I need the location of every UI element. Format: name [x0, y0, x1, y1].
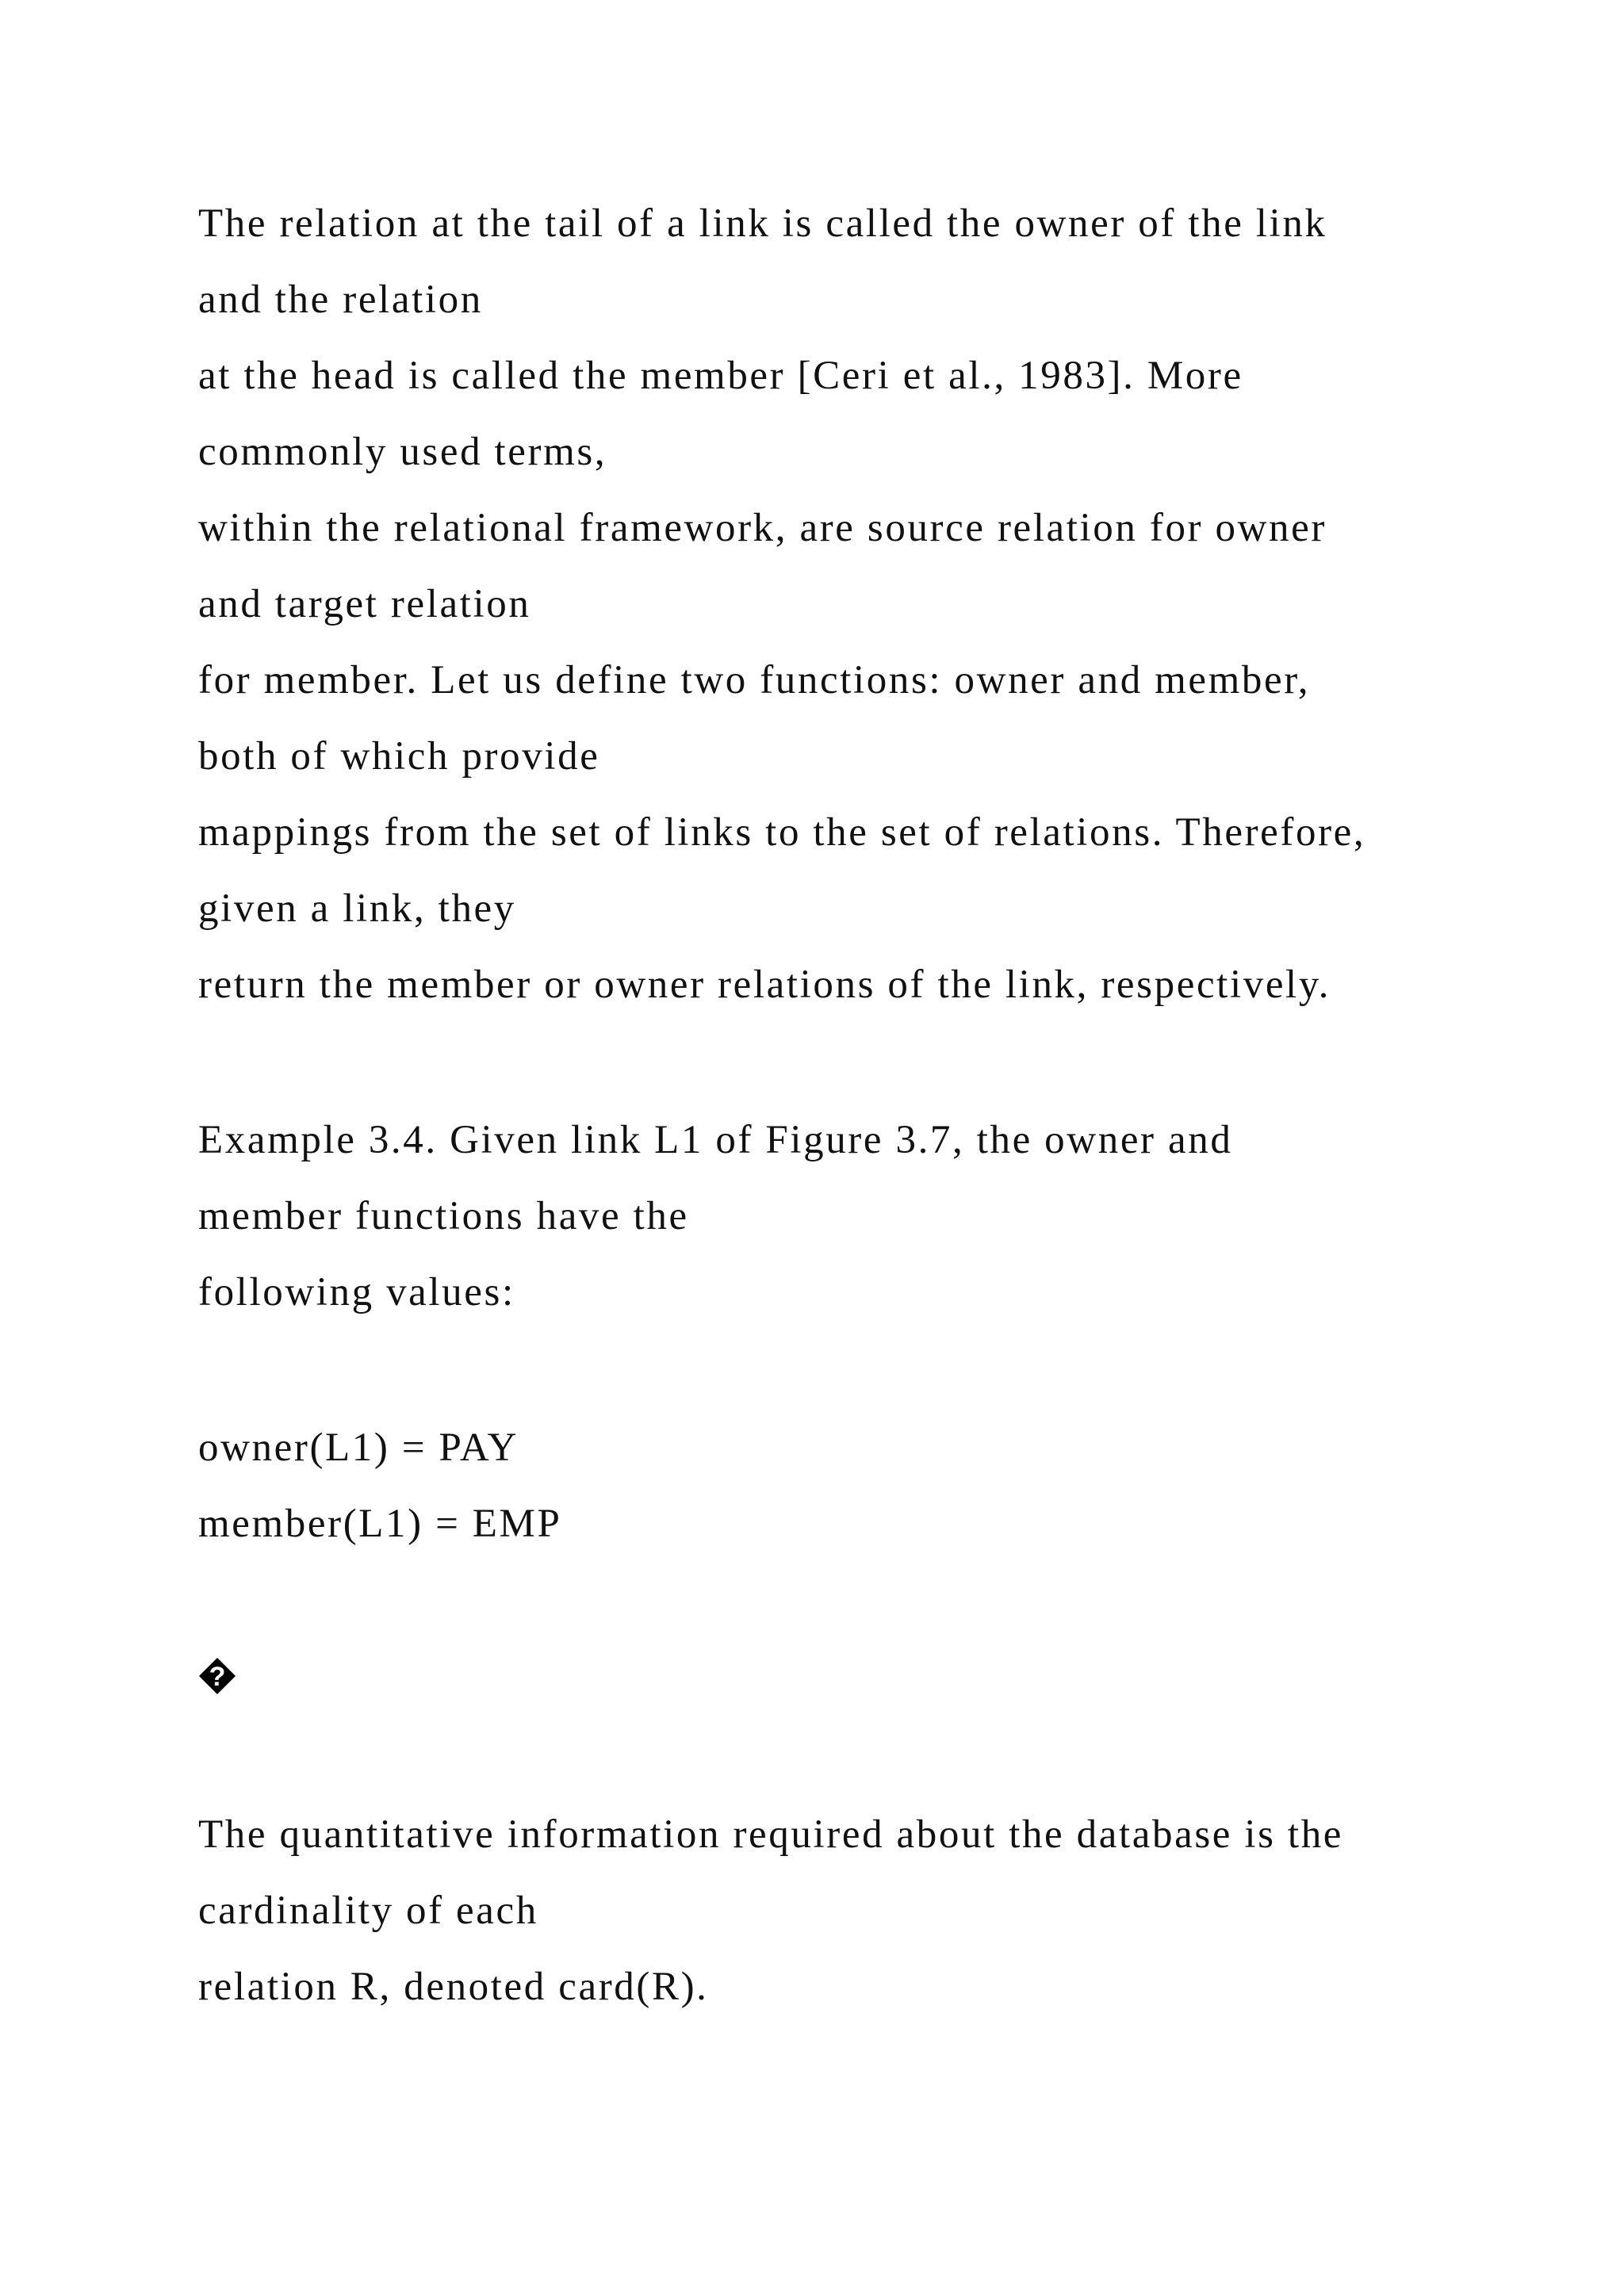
example-line-2: member functions have the	[198, 1194, 689, 1238]
replacement-character-icon	[198, 1657, 236, 1695]
example-line-3: following values:	[198, 1270, 515, 1314]
paragraph-1-line-8: both of which provide	[198, 734, 600, 779]
formula-member: member(L1) = EMP	[198, 1502, 562, 1546]
example-line-1: Example 3.4. Given link L1 of Figure 3.7, the owner and	[198, 1118, 1233, 1162]
paragraph-1-line-5: within the relational framework, are source relation for owner	[198, 506, 1327, 550]
paragraph-1-line-9: mappings from the set of links to the set of relations. Therefore,	[198, 810, 1366, 855]
paragraph-1-line-7: for member. Let us define two functions: owner and member,	[198, 658, 1311, 702]
paragraph-1-line-11: return the member or owner relations of the link, respectively.	[198, 962, 1331, 1007]
paragraph-1-line-1: The relation at the tail of a link is called the owner of the link	[198, 201, 1327, 246]
paragraph-1-line-3: at the head is called the member [Ceri et al., 1983]. More	[198, 354, 1243, 398]
paragraph-2-line-3: relation R, denoted card(R).	[198, 1965, 709, 2009]
paragraph-2-line-2: cardinality of each	[198, 1888, 538, 1933]
paragraph-1-line-2: and the relation	[198, 277, 483, 322]
paragraph-2-line-1: The quantitative information required about the database is the	[198, 1812, 1344, 1857]
formula-owner: owner(L1) = PAY	[198, 1425, 519, 1470]
end-marker-glyph: ?	[209, 1662, 226, 1692]
paragraph-1-line-10: given a link, they	[198, 886, 516, 931]
paragraph-1-line-4: commonly used terms,	[198, 430, 607, 474]
paragraph-1-line-6: and target relation	[198, 582, 531, 626]
